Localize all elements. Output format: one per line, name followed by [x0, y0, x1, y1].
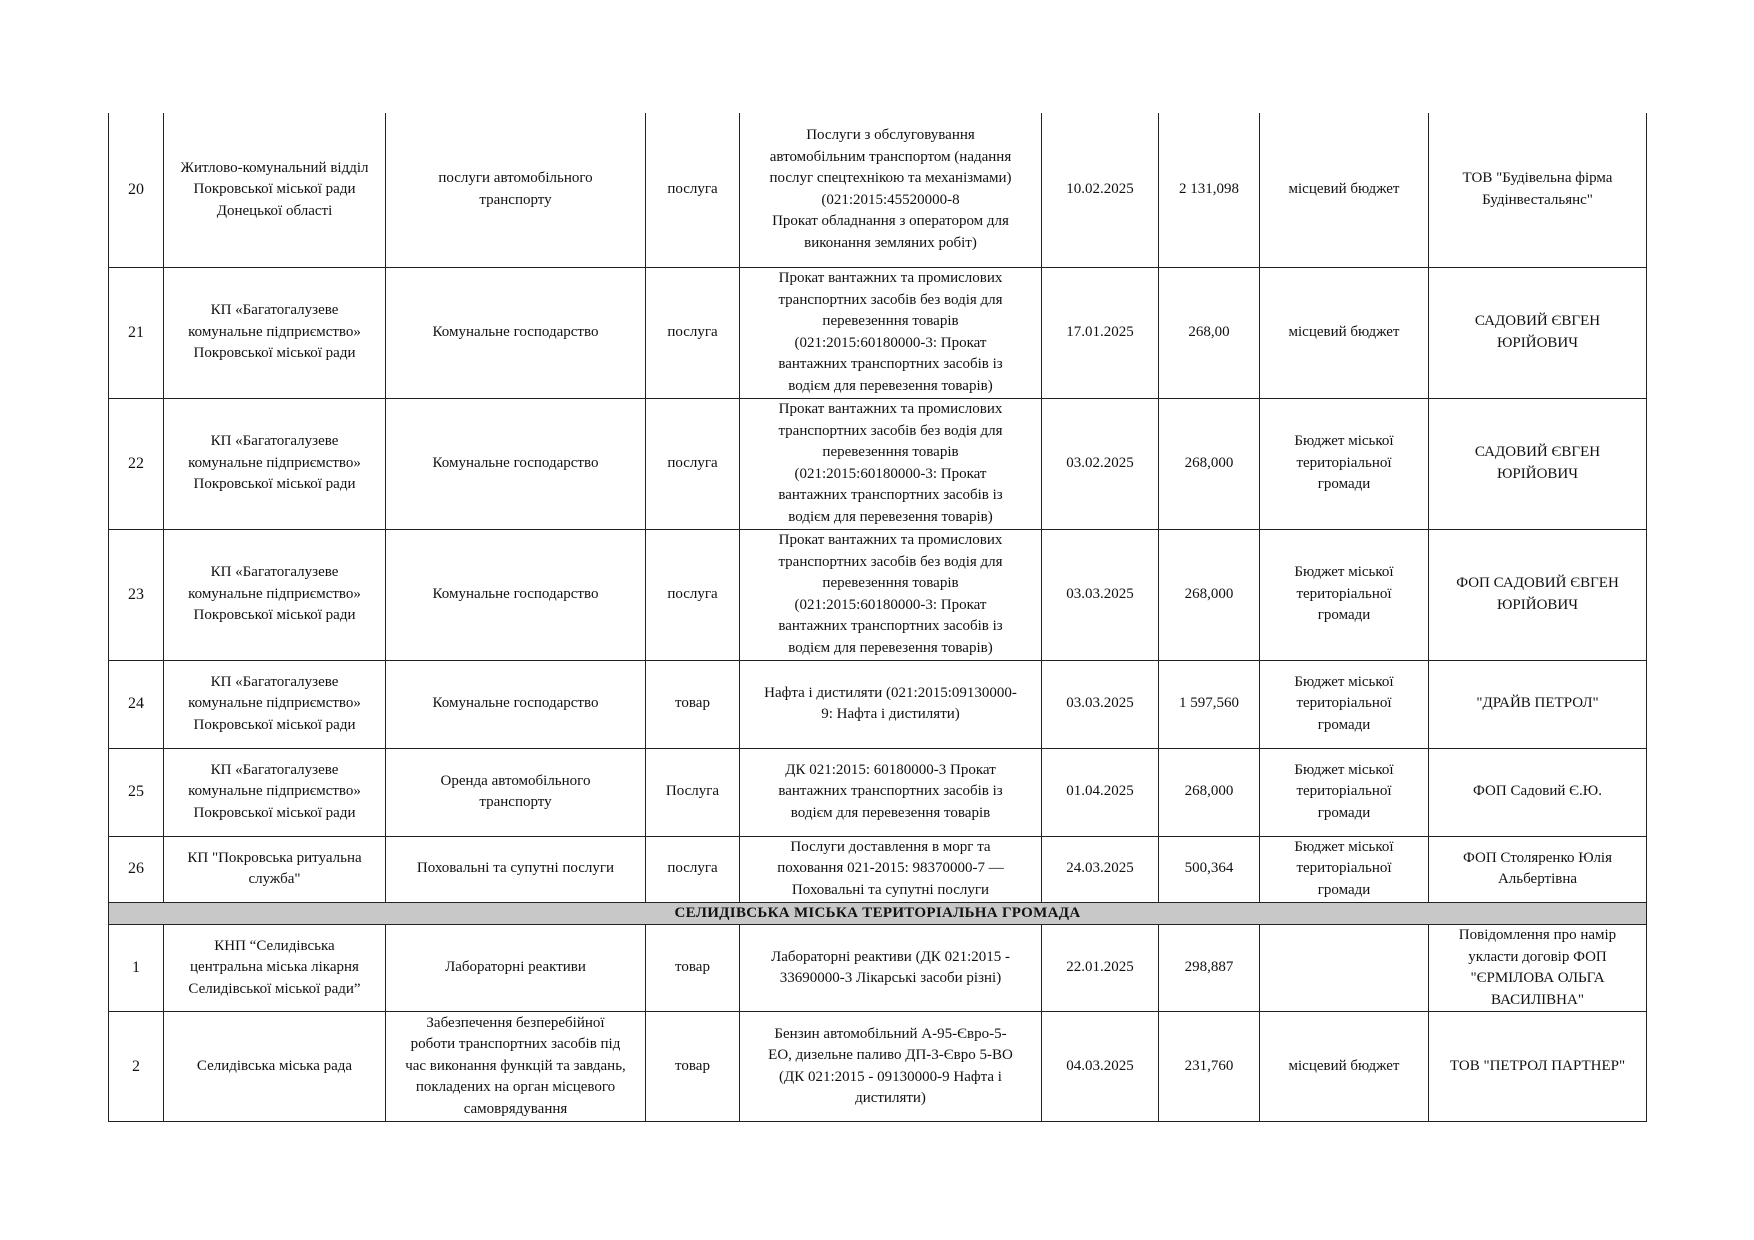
- cell-customer: [164, 398, 386, 529]
- cell-line: ТОВ "ПЕТРОЛ ПАРТНЕР": [1449, 1057, 1626, 1074]
- cell-line: Лабораторні реактиви: [445, 959, 586, 976]
- cell-line: (021:2015:60180000-3: Прокат: [794, 334, 987, 351]
- cell-line: Покровської міської ради: [193, 607, 356, 624]
- cell-funding-source: [1260, 529, 1429, 660]
- cell-customer: [164, 660, 386, 748]
- cell-line: Будінвестальянс": [1482, 191, 1593, 208]
- cell-line: служба": [248, 871, 301, 887]
- table-row: [109, 748, 1647, 836]
- cell-line: самоврядування: [463, 1100, 568, 1117]
- cell-subject: [386, 748, 646, 836]
- cell-line: Донецької області: [216, 202, 333, 219]
- cell-line: КП «Багатогалузеве: [210, 302, 339, 319]
- cell-date: 04.03.2025: [1042, 1012, 1159, 1122]
- cell-line: Бюджет міської: [1294, 761, 1394, 778]
- procurement-table: [108, 113, 1647, 1122]
- cell-line: ЮРІЙОВИЧ: [1496, 596, 1578, 613]
- section-title: СЕЛИДІВСЬКА МІСЬКА ТЕРИТОРІАЛЬНА ГРОМАДА: [109, 902, 1647, 925]
- cell-cpv-code: [740, 113, 1042, 267]
- cell-line: ЕО, дизельне паливо ДП-3-Євро 5-ВО: [768, 1047, 1013, 1063]
- cell-amount: 298,887: [1159, 925, 1260, 1012]
- cell-supplier: [1429, 836, 1647, 902]
- cell-date: 22.01.2025: [1042, 925, 1159, 1012]
- cell-line: транспорту: [479, 794, 552, 810]
- cell-supplier: [1429, 748, 1647, 836]
- cell-line: Нафта і дистиляти (021:2015:09130000-: [764, 684, 1017, 701]
- cell-line: транспортних засобів без водія для: [778, 553, 1003, 570]
- cell-line: перевезенння товарів: [822, 313, 959, 329]
- cell-supplier: [1429, 925, 1647, 1012]
- cell-supplier: [1429, 660, 1647, 748]
- cell-line: Повідомлення про намір: [1458, 927, 1617, 943]
- table-body-selydove: [109, 925, 1647, 1122]
- cell-line: Поховальні та супутні послуги: [416, 860, 615, 877]
- cell-line: водієм для перевезення товарів): [788, 377, 993, 394]
- cell-line: ЮРІЙОВИЧ: [1496, 334, 1578, 351]
- cell-cpv-code: [740, 925, 1042, 1012]
- cell-line: ФОП Столяренко Юлія: [1462, 849, 1613, 866]
- cell-cpv-code: [740, 836, 1042, 902]
- cell-line: Покровської міської ради: [193, 476, 356, 493]
- cell-date: 10.02.2025: [1042, 113, 1159, 267]
- cell-line: (ДК 021:2015 - 09130000-9 Нафта і: [779, 1068, 1002, 1085]
- cell-line: КП "Покровська ритуальна: [187, 849, 362, 866]
- cell-line: Селидівської міської ради”: [188, 980, 361, 997]
- cell-line: громади: [1317, 716, 1371, 733]
- cell-amount: 2 131,098: [1159, 113, 1260, 267]
- cell-line: Лабораторні реактиви (ДК 021:2015 -: [771, 948, 1010, 965]
- cell-customer: [164, 836, 386, 902]
- table-row: [109, 398, 1647, 529]
- cell-line: Житлово-комунальний відділ: [180, 159, 369, 176]
- cell-line: місцевий бюджет: [1288, 181, 1400, 197]
- cell-line: автомобільним транспортом (надання: [769, 148, 1012, 165]
- cell-line: Бензин автомобільний А-95-Євро-5-: [774, 1025, 1007, 1042]
- cell-line: 33690000-3 Лікарські засоби різні): [779, 970, 1002, 986]
- cell-line: вантажних транспортних засобів із: [778, 618, 1003, 634]
- cell-line: "ЄРМІЛОВА ОЛЬГА: [1470, 970, 1605, 986]
- cell-date: 03.02.2025: [1042, 398, 1159, 529]
- cell-amount: 268,000: [1159, 529, 1260, 660]
- cell-funding-source: [1260, 267, 1429, 398]
- cell-line: роботи транспортних засобів під: [410, 1036, 621, 1053]
- cell-line: Послуги доставлення в морг та: [790, 838, 991, 855]
- cell-amount: 268,00: [1159, 267, 1260, 398]
- cell-line: Селидівська міська рада: [196, 1057, 353, 1074]
- cell-date: 01.04.2025: [1042, 748, 1159, 836]
- cell-line: Покровської міської ради: [193, 181, 356, 197]
- cell-funding-source: [1260, 836, 1429, 902]
- cell-type: товар: [646, 925, 740, 1012]
- table-row: [109, 925, 1647, 1012]
- cell-subject: [386, 925, 646, 1012]
- cell-supplier: [1429, 1012, 1647, 1122]
- cell-type: послуга: [646, 398, 740, 529]
- cell-date: 03.03.2025: [1042, 529, 1159, 660]
- cell-line: Покровської міської ради: [193, 345, 356, 362]
- cell-type: товар: [646, 1012, 740, 1122]
- cell-date: 24.03.2025: [1042, 836, 1159, 902]
- cell-line: перевезенння товарів: [822, 575, 959, 591]
- cell-line: місцевий бюджет: [1288, 1057, 1400, 1074]
- cell-type: послуга: [646, 267, 740, 398]
- cell-line: (021:2015:60180000-3: Прокат: [794, 596, 987, 613]
- cell-line: ФОП САДОВИЙ ЄВГЕН: [1456, 575, 1619, 591]
- cell-line: КП «Багатогалузеве: [210, 673, 339, 690]
- cell-line: Оренда автомобільного: [440, 772, 591, 789]
- cell-line: транспортних засобів без водія для: [778, 422, 1003, 439]
- cell-customer: [164, 267, 386, 398]
- cell-supplier: [1429, 113, 1647, 267]
- cell-line: вантажних транспортних засобів із: [778, 783, 1003, 800]
- cell-date: 03.03.2025: [1042, 660, 1159, 748]
- cell-line: громади: [1317, 881, 1371, 898]
- cell-number: 25: [109, 748, 164, 836]
- cell-line: територіальної: [1296, 860, 1392, 877]
- cell-amount: 268,000: [1159, 748, 1260, 836]
- cell-line: комунальне підприємство»: [188, 323, 361, 340]
- cell-line: час виконання функцій та завдань,: [405, 1057, 626, 1074]
- cell-line: виконання земляних робіт): [804, 234, 977, 251]
- cell-line: (021:2015:60180000-3: Прокат: [794, 465, 987, 482]
- cell-line: (021:2015:45520000-8: [821, 191, 960, 208]
- cell-funding-source: [1260, 113, 1429, 267]
- cell-amount: 268,000: [1159, 398, 1260, 529]
- cell-number: 1: [109, 925, 164, 1012]
- cell-funding-source: [1260, 925, 1429, 1012]
- cell-line: дистиляти): [855, 1090, 926, 1106]
- cell-type: Послуга: [646, 748, 740, 836]
- cell-amount: 1 597,560: [1159, 660, 1260, 748]
- cell-number: 20: [109, 113, 164, 267]
- cell-subject: [386, 267, 646, 398]
- cell-line: транспортних засобів без водія для: [778, 291, 1003, 308]
- table-row: [109, 660, 1647, 748]
- cell-line: КНП “Селидівська: [214, 937, 335, 954]
- cell-number: 2: [109, 1012, 164, 1122]
- cell-line: вантажних транспортних засобів із: [778, 487, 1003, 503]
- cell-line: громади: [1317, 476, 1371, 493]
- cell-line: Комунальне господарство: [432, 454, 599, 471]
- cell-line: перевезенння товарів: [822, 444, 959, 460]
- cell-line: комунальне підприємство»: [188, 585, 361, 602]
- cell-line: покладених на орган місцевого: [415, 1079, 616, 1096]
- cell-customer: [164, 113, 386, 267]
- cell-line: Послуги з обслуговування: [806, 127, 975, 144]
- cell-line: центральна міська лікарня: [190, 959, 359, 976]
- cell-funding-source: [1260, 398, 1429, 529]
- cell-customer: [164, 925, 386, 1012]
- cell-line: місцевий бюджет: [1288, 323, 1400, 340]
- cell-subject: [386, 113, 646, 267]
- cell-line: територіальної: [1296, 454, 1392, 471]
- table-row: [109, 267, 1647, 398]
- cell-number: 22: [109, 398, 164, 529]
- cell-number: 21: [109, 267, 164, 398]
- cell-funding-source: [1260, 660, 1429, 748]
- table-row: [109, 529, 1647, 660]
- cell-line: Комунальне господарство: [432, 323, 599, 340]
- cell-line: водієм для перевезення товарів): [788, 508, 993, 525]
- cell-cpv-code: [740, 748, 1042, 836]
- table-body-pokrovsk: [109, 113, 1647, 902]
- cell-line: вантажних транспортних засобів із: [778, 356, 1003, 372]
- cell-line: комунальне підприємство»: [188, 783, 361, 800]
- cell-supplier: [1429, 267, 1647, 398]
- cell-line: 9: Нафта і дистиляти): [821, 706, 960, 722]
- cell-amount: 500,364: [1159, 836, 1260, 902]
- cell-supplier: [1429, 529, 1647, 660]
- cell-customer: [164, 529, 386, 660]
- cell-cpv-code: [740, 398, 1042, 529]
- cell-cpv-code: [740, 267, 1042, 398]
- cell-line: Альбертівна: [1497, 871, 1578, 887]
- cell-customer: [164, 748, 386, 836]
- table-row: [109, 1012, 1647, 1122]
- cell-subject: [386, 836, 646, 902]
- cell-line: ДК 021:2015: 60180000-3 Прокат: [785, 761, 996, 778]
- cell-line: ВАСИЛІВНА": [1491, 991, 1584, 1008]
- cell-line: САДОВИЙ ЄВГЕН: [1474, 313, 1601, 329]
- cell-line: Комунальне господарство: [432, 585, 599, 602]
- cell-line: Бюджет міської: [1294, 838, 1394, 855]
- table-row: [109, 113, 1647, 267]
- cell-line: водієм для перевезення товарів: [790, 804, 991, 821]
- cell-number: 24: [109, 660, 164, 748]
- cell-line: Покровської міської ради: [193, 716, 356, 733]
- cell-supplier: [1429, 398, 1647, 529]
- cell-customer: [164, 1012, 386, 1122]
- cell-cpv-code: [740, 660, 1042, 748]
- cell-subject: [386, 1012, 646, 1122]
- cell-line: Забезпечення безперебійної: [426, 1014, 605, 1031]
- cell-line: укласти договір ФОП: [1468, 948, 1607, 965]
- cell-line: комунальне підприємство»: [188, 695, 361, 712]
- cell-type: послуга: [646, 113, 740, 267]
- cell-line: Бюджет міської: [1294, 433, 1394, 450]
- cell-line: КП «Багатогалузеве: [210, 433, 339, 450]
- cell-subject: [386, 398, 646, 529]
- cell-line: Прокат обладнання з оператором для: [772, 213, 1009, 230]
- cell-number: 23: [109, 529, 164, 660]
- cell-cpv-code: [740, 1012, 1042, 1122]
- cell-type: послуга: [646, 529, 740, 660]
- cell-funding-source: [1260, 748, 1429, 836]
- cell-line: Прокат вантажних та промислових: [778, 270, 1003, 286]
- cell-line: Поховальні та супутні послуги: [791, 881, 990, 898]
- cell-line: поховання 021-2015: 98370000-7 —: [777, 860, 1004, 877]
- cell-line: послуг спецтехнікою та механізмами): [769, 170, 1012, 187]
- cell-line: транспорту: [479, 191, 552, 208]
- cell-line: ФОП Садовий Є.Ю.: [1473, 783, 1602, 800]
- cell-line: САДОВИЙ ЄВГЕН: [1474, 444, 1601, 460]
- cell-number: 26: [109, 836, 164, 902]
- cell-line: КП «Багатогалузеве: [210, 761, 339, 778]
- cell-line: ТОВ "Будівельна фірма: [1462, 170, 1613, 187]
- cell-line: громади: [1317, 804, 1371, 821]
- cell-type: товар: [646, 660, 740, 748]
- cell-line: територіальної: [1296, 695, 1392, 712]
- cell-line: Прокат вантажних та промислових: [778, 532, 1003, 548]
- cell-funding-source: [1260, 1012, 1429, 1122]
- table-body-section: [109, 902, 1647, 925]
- cell-cpv-code: [740, 529, 1042, 660]
- cell-line: Бюджет міської: [1294, 564, 1394, 581]
- cell-line: КП «Багатогалузеве: [210, 564, 339, 581]
- cell-subject: [386, 660, 646, 748]
- cell-line: Комунальне господарство: [432, 695, 599, 712]
- cell-line: комунальне підприємство»: [188, 454, 361, 471]
- cell-type: послуга: [646, 836, 740, 902]
- cell-line: послуги автомобільного: [438, 170, 593, 187]
- cell-line: ЮРІЙОВИЧ: [1496, 465, 1578, 482]
- cell-line: "ДРАЙВ ПЕТРОЛ": [1476, 695, 1599, 712]
- cell-line: територіальної: [1296, 783, 1392, 800]
- cell-subject: [386, 529, 646, 660]
- cell-line: Бюджет міської: [1294, 673, 1394, 690]
- cell-line: територіальної: [1296, 585, 1392, 602]
- cell-line: водієм для перевезення товарів): [788, 639, 993, 656]
- section-header-row: [109, 902, 1647, 925]
- cell-date: 17.01.2025: [1042, 267, 1159, 398]
- cell-line: Прокат вантажних та промислових: [778, 401, 1003, 417]
- table-row: [109, 836, 1647, 902]
- cell-line: Покровської міської ради: [193, 804, 356, 821]
- cell-line: громади: [1317, 607, 1371, 624]
- cell-amount: 231,760: [1159, 1012, 1260, 1122]
